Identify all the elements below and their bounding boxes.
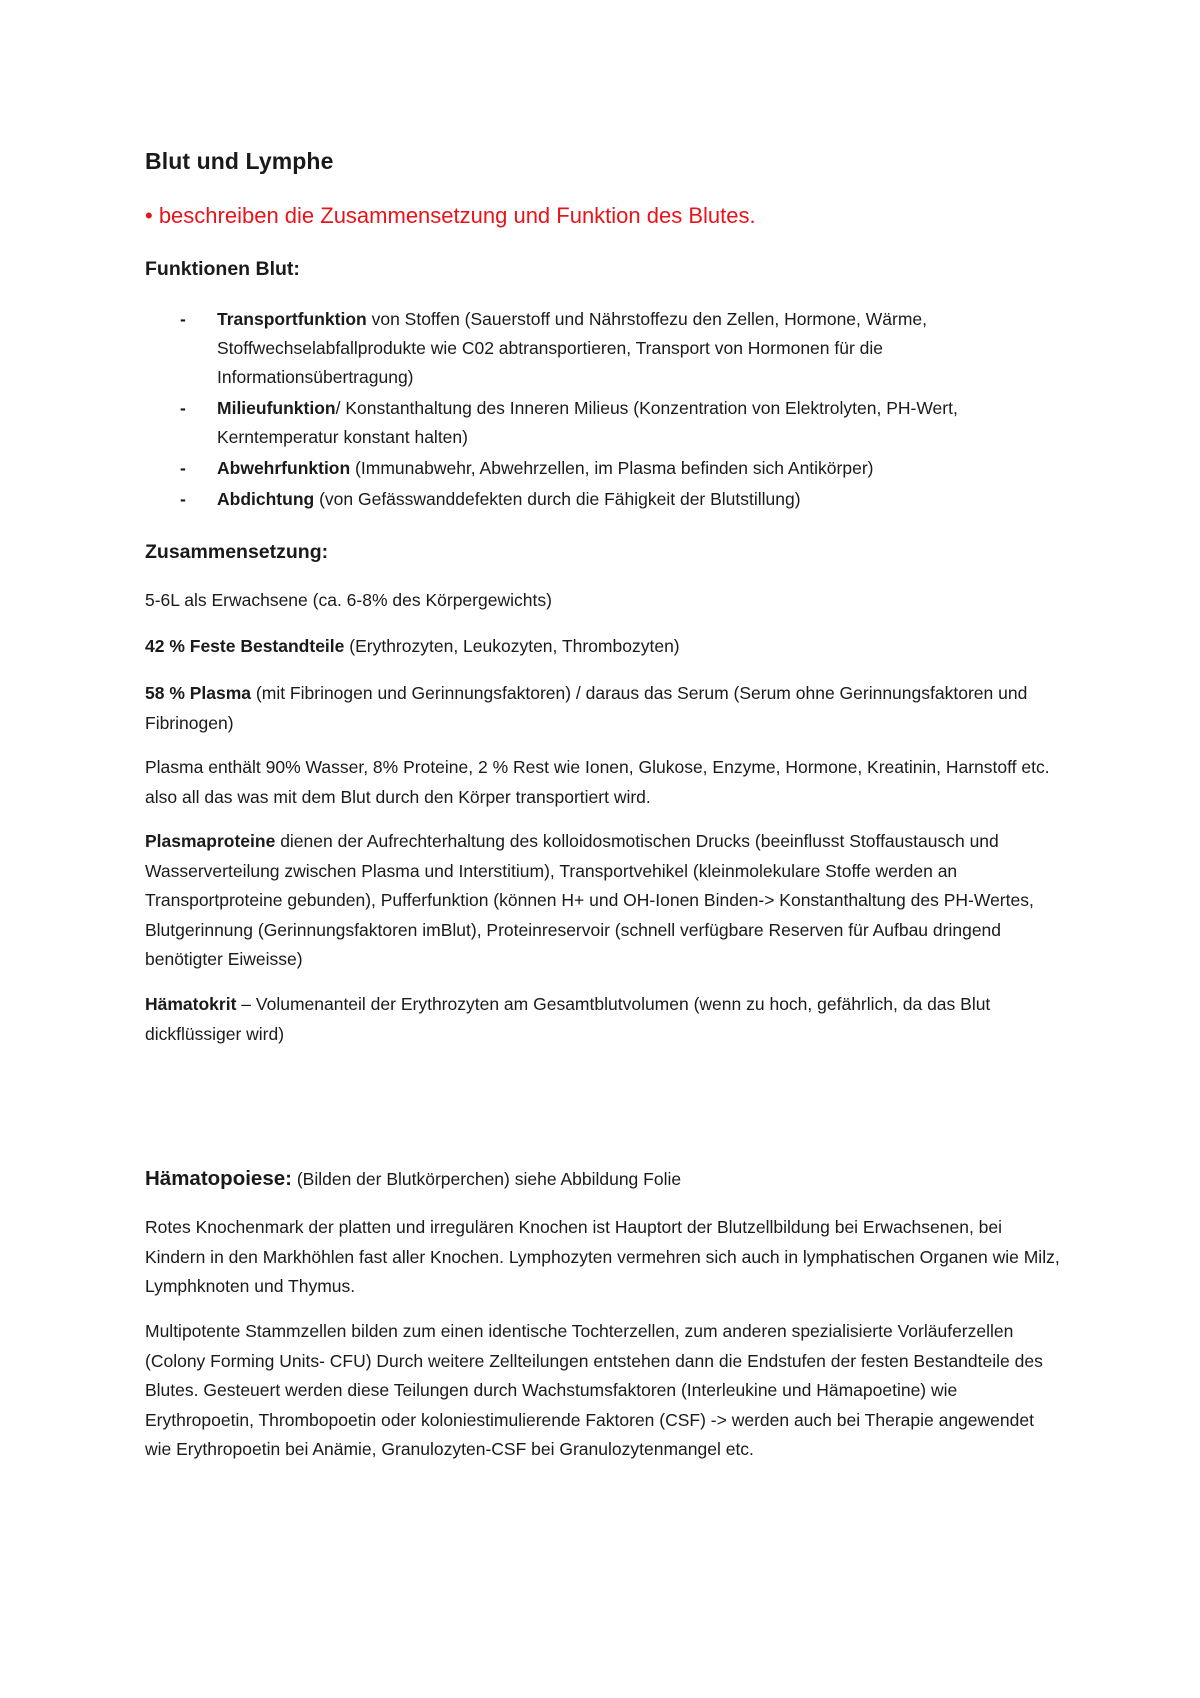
plasma-proteins (145, 827, 1065, 975)
dash-bullet: - (180, 398, 186, 418)
hematocrit-term: Hämatokrit (145, 994, 237, 1014)
composition-plasma (145, 679, 1065, 738)
hematopoiesis-paragraph-2: Multipotente Stammzellen bilden zum einen identische Tochterzellen, zum anderen spezialisierte Vorläuferzellen (Colony Forming Units- CFU) Durch weitere Zellteilungen entstehen dann die Endstufen der festen Bestandteile des Blutes. Gesteuert werden diese Teilungen durch Wachstumsfaktoren (Interleukine und Hämapoetine) wie Erythropoetin, Thrombopoetin oder koloniestimulierende Faktoren (CSF) -> werden auch bei Therapie angewendet wie Erythropoetin bei Anämie, Granulozyten-CSF bei Granulozytenmangel etc. (145, 1321, 1043, 1459)
document-title: Blut und Lymphe (145, 148, 334, 174)
plasma-description: (mit Fibrinogen und Gerinnungsfaktoren) / daraus das Serum (Serum ohne Gerinnungsfaktoren und Fibrinogen) (145, 683, 1028, 733)
hematopoiesis-paragraph-1: Rotes Knochenmark der platten und irregulären Knochen ist Hauptort der Blutzellbildung bei Erwachsenen, bei Kindern in den Markhöhlen fast aller Knochen. Lymphozyten vermehren sich auch in lymphatischen Organen wie Milz, Lymphknoten und Thymus. (145, 1217, 1060, 1296)
proteins-description: dienen der Aufrechterhaltung des kolloidosmotischen Drucks (beeinflusst Stoffaustausch und Wasserverteilung zwischen Plasma und Interstitium), Transportvehikel (kleinmolekulare Stoffe werden an Transportproteine gebunden), Pufferfunktion (können H+ und OH-Ionen Binden-> Konstanthaltung des PH-Wertes, Blutgerinnung (Gerinnungsfaktoren imBlut), Proteinreservoir (schnell verfügbare Reserven für Aufbau dringend benötigter Eiweisse) (145, 831, 1034, 969)
functions-heading: Funktionen Blut: (145, 258, 300, 280)
solid-term: 42 % Feste Bestandteile (145, 636, 345, 656)
list-item (145, 305, 1055, 392)
dash-bullet: - (180, 309, 186, 329)
plasma-contents: Plasma enthält 90% Wasser, 8% Proteine, 2 % Rest wie Ionen, Glukose, Enzyme, Hormone, Kreatinin, Harnstoff etc. also all das was mit dem Blut durch den Körper transportiert wird. (145, 757, 1050, 807)
list-item (145, 394, 1055, 452)
dash-bullet: - (180, 489, 186, 509)
composition-heading: Zusammensetzung: (145, 541, 329, 563)
hematocrit (145, 990, 1065, 1049)
function-term: Transportfunktion (217, 309, 367, 329)
functions-list (145, 305, 1055, 516)
learning-objective: • beschreiben die Zusammensetzung und Funktion des Blutes. (145, 203, 756, 228)
proteins-term: Plasmaproteine (145, 831, 276, 851)
hematopoiesis-subtitle: (Bilden der Blutkörperchen) siehe Abbildung Folie (291, 1169, 682, 1189)
hematopoiesis-heading-line (145, 1164, 1065, 1195)
function-description: (von Gefässwanddefekten durch die Fähigkeit der Blutstillung) (314, 489, 801, 509)
list-item (145, 454, 1055, 483)
list-item (145, 485, 1055, 514)
dash-bullet: - (180, 458, 186, 478)
function-description: / Konstanthaltung des Inneren Milieus (Konzentration von Elektrolyten, PH-Wert, Kerntemperatur konstant halten) (217, 398, 958, 447)
function-term: Abdichtung (217, 489, 315, 509)
plasma-term: 58 % Plasma (145, 683, 252, 703)
solid-description: (Erythrozyten, Leukozyten, Thrombozyten) (344, 636, 680, 656)
composition-volume: 5-6L als Erwachsene (ca. 6-8% des Körpergewichts) (145, 590, 552, 610)
function-description: (Immunabwehr, Abwehrzellen, im Plasma befinden sich Antikörper) (350, 458, 874, 478)
composition-solid (145, 632, 1065, 662)
hematocrit-description: – Volumenanteil der Erythrozyten am Gesamtblutvolumen (wenn zu hoch, gefährlich, da das Blut dickflüssiger wird) (145, 994, 991, 1044)
function-term: Milieufunktion (217, 398, 336, 418)
function-term: Abwehrfunktion (217, 458, 351, 478)
hematopoiesis-heading: Hämatopoiese: (145, 1167, 292, 1190)
function-description: von Stoffen (Sauerstoff und Nährstoffezu den Zellen, Hormone, Wärme, Stoffwechselabfallprodukte wie C02 abtransportieren, Transport von Hormonen für die Informationsübertragung) (217, 309, 928, 387)
